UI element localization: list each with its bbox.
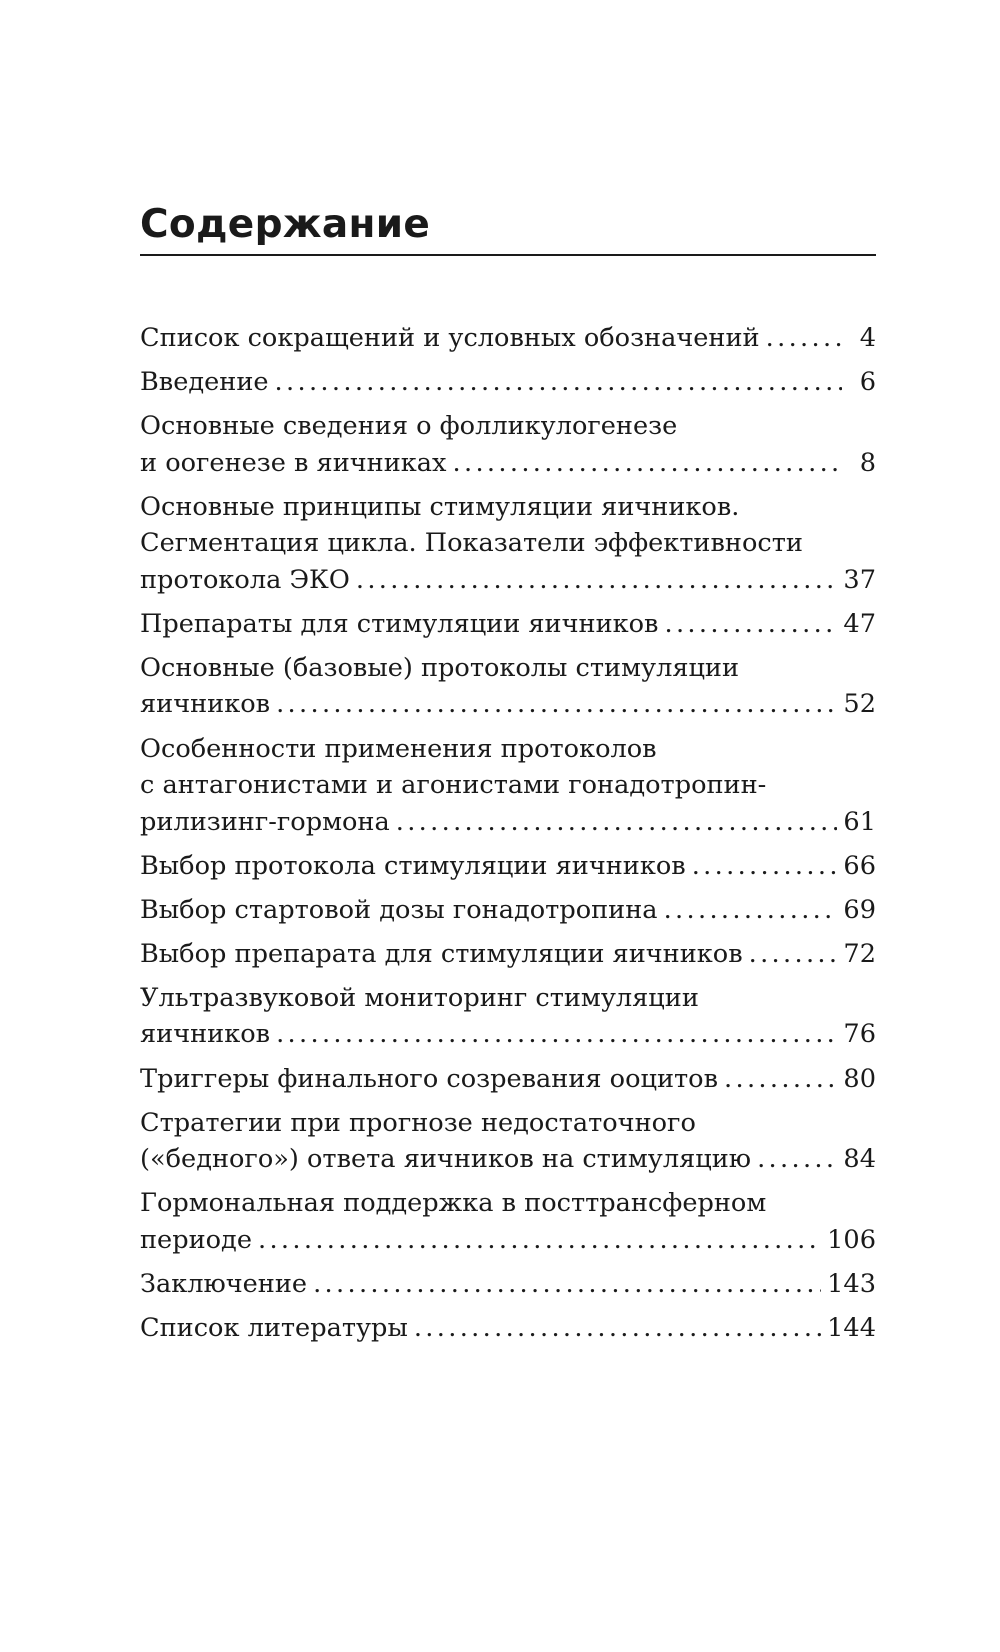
toc-entry-title-line: Препараты для стимуляции яичников (140, 608, 659, 639)
toc-entry-title-line: Триггеры финального созревания ооцитов (140, 1063, 718, 1094)
toc-entry-title-line: Основные сведения о фолликулогенезе (140, 411, 678, 442)
dot-leader (276, 1016, 837, 1053)
dot-leader (757, 1141, 837, 1178)
toc-entry[interactable] (140, 1266, 876, 1303)
title-underline (140, 254, 876, 256)
toc-page-number: 6 (859, 367, 876, 398)
toc-entry[interactable] (140, 1185, 876, 1258)
toc-page-number: 76 (843, 1019, 876, 1050)
toc-entry-title-line: протокола ЭКО (140, 564, 350, 595)
toc-entry-title-line: и оогенезе в яичниках (140, 447, 447, 478)
toc-entry-title-line: Выбор препарата для стимуляции яичников (140, 938, 743, 969)
toc-page-number: 52 (843, 689, 876, 720)
page-title: Содержание (140, 202, 431, 247)
toc-list (140, 320, 876, 1354)
dot-leader (453, 445, 843, 482)
toc-entry-title-line: яичников (140, 1019, 271, 1050)
toc-entry-title-line: Основные (базовые) протоколы стимуляции (140, 652, 740, 683)
toc-page-number: 61 (843, 806, 876, 837)
toc-entry-title-line: яичников (140, 689, 271, 720)
toc-page-number: 106 (827, 1224, 876, 1255)
dot-leader (275, 364, 842, 401)
toc-entry[interactable] (140, 936, 876, 973)
toc-entry-title-line: с антагонистами и агонистами гонадотропин- (140, 770, 767, 801)
toc-page-number: 47 (843, 608, 876, 639)
toc-entry[interactable] (140, 1105, 876, 1178)
dot-leader (692, 848, 838, 885)
toc-entry-title-line: Гормональная поддержка в посттрансферном (140, 1188, 767, 1219)
toc-entry[interactable] (140, 320, 876, 357)
dot-leader (258, 1222, 821, 1259)
dot-leader (664, 892, 838, 929)
toc-entry[interactable] (140, 408, 876, 481)
toc-entry-last-line (140, 936, 876, 973)
toc-entry-last-line (140, 1310, 876, 1347)
toc-entry-last-line (140, 1061, 876, 1098)
toc-entry-last-line (140, 892, 876, 929)
toc-entry-title-line: Введение (140, 367, 269, 398)
toc-page-number: 72 (843, 938, 876, 969)
toc-entry[interactable] (140, 980, 876, 1053)
dot-leader (276, 686, 837, 723)
toc-page-number: 84 (843, 1144, 876, 1175)
toc-entry-last-line (140, 606, 876, 643)
toc-entry-title-line: рилизинг-гормона (140, 806, 390, 837)
toc-entry-last-line (140, 804, 876, 841)
toc-entry-last-line (140, 1222, 876, 1259)
toc-page-number: 69 (843, 894, 876, 925)
dot-leader (724, 1061, 837, 1098)
dot-leader (749, 936, 838, 973)
toc-entry[interactable] (140, 489, 876, 599)
dot-leader (766, 320, 842, 357)
toc-entry-last-line (140, 1016, 876, 1053)
toc-page-number: 4 (859, 323, 876, 353)
toc-page-number: 8 (859, 447, 876, 478)
toc-entry[interactable] (140, 892, 876, 929)
toc-entry-title-line: Сегментация цикла. Показатели эффективности (140, 528, 803, 559)
toc-entry-title-line: Особенности применения протоколов (140, 733, 657, 764)
toc-entry-title-line: Основные принципы стимуляции яичников. (140, 491, 740, 522)
toc-entry-title-line: Выбор стартовой дозы гонадотропина (140, 894, 658, 925)
dot-leader (664, 606, 837, 643)
toc-entry-last-line (140, 1266, 876, 1303)
toc-entry-title-line: Список литературы (140, 1312, 408, 1343)
toc-entry-title-line: Выбор протокола стимуляции яичников (140, 850, 686, 881)
toc-entry-title-line: Список сокращений и условных обозначений (140, 323, 760, 353)
toc-page-number: 143 (827, 1268, 876, 1299)
toc-entry-title-line: Стратегии при прогнозе недостаточного (140, 1107, 696, 1138)
toc-entry[interactable] (140, 731, 876, 841)
toc-entry-last-line (140, 364, 876, 401)
toc-entry-last-line (140, 320, 876, 357)
toc-entry-last-line (140, 848, 876, 885)
dot-leader (396, 804, 838, 841)
toc-page-number: 80 (843, 1063, 876, 1094)
toc-entry[interactable] (140, 650, 876, 723)
toc-entry[interactable] (140, 606, 876, 643)
dot-leader (356, 562, 838, 599)
toc-entry[interactable] (140, 1061, 876, 1098)
toc-page-number: 37 (843, 564, 876, 595)
dot-leader (414, 1310, 821, 1347)
dot-leader (313, 1266, 821, 1303)
toc-entry-title-line: («бедного») ответа яичников на стимуляцию (140, 1144, 752, 1175)
toc-page-number: 144 (827, 1312, 876, 1343)
toc-entry-title-line: периоде (140, 1224, 252, 1255)
toc-entry[interactable] (140, 1310, 876, 1347)
toc-entry-title-line: Заключение (140, 1268, 308, 1299)
toc-entry-last-line (140, 1141, 876, 1178)
toc-entry[interactable] (140, 364, 876, 401)
toc-entry[interactable] (140, 848, 876, 885)
toc-entry-last-line (140, 562, 876, 599)
toc-entry-last-line (140, 445, 876, 482)
toc-entry-title-line: Ультразвуковой мониторинг стимуляции (140, 982, 699, 1013)
toc-entry-last-line (140, 686, 876, 723)
toc-page-number: 66 (843, 850, 876, 881)
